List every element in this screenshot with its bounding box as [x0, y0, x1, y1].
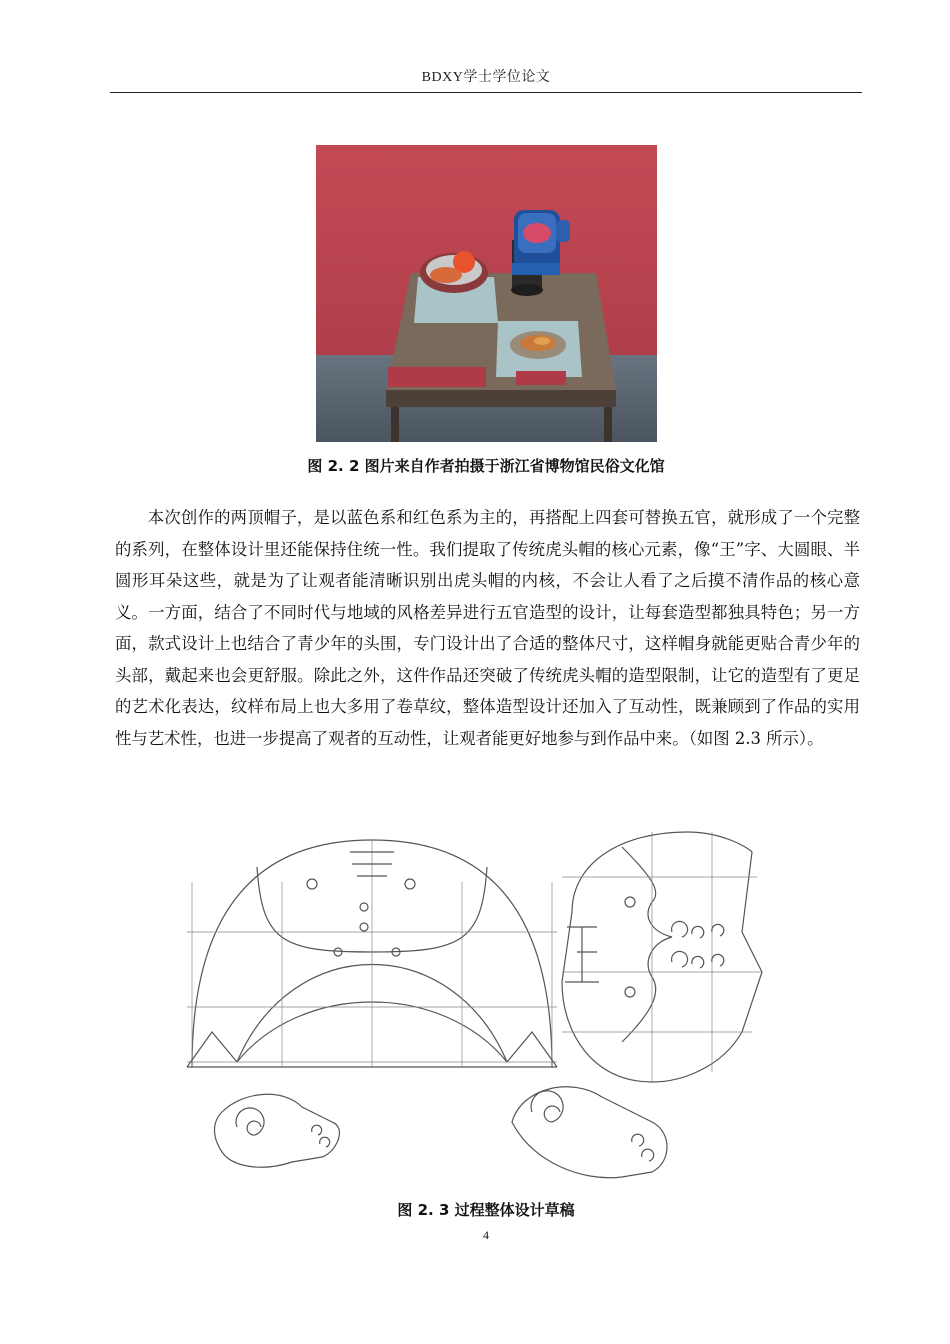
- page-header: BDXY学士学位论文: [421, 70, 551, 85]
- body-paragraph: 本次创作的两顶帽子，是以蓝色系和红色系为主的，再搭配上四套可替换五官，就形成了一个完整的系列，在整体设计里还能保持住统一性。我们提取了传统虎头帽的核心元素，像“王”字、大圆眼、半圆形耳朵这些，就是为了让观者能清晰识别出虎头帽的内核，不会让人看了之后摸不清作品的核心意义。一方面，结合了不同时代与地域的风格差异进行五官造型的设计，让每套造型都独具特色；另一方面，款式设计上也结合了青少年的头围，专门设计出了合适的整体尺寸，这样帽身就能更贴合青少年的头部，戴起来也会更舒服。除此之外，这件作品还突破了传统虎头帽的造型限制，让它的造型有了更足的艺术化表达，纹样布局上也大多用了卷草纹，整体造型设计还加入了互动性，既兼顾到了作品的实用性与艺术性，也进一步提高了观者的互动性，让观者能更好地参与到作品中来。（如图 2.3 所示）。: [115, 508, 860, 748]
- header-rule: [110, 92, 862, 93]
- museum-photo: [316, 145, 657, 442]
- design-sketch: [182, 822, 764, 1192]
- figure-caption-2-3: 图 2. 3 过程整体设计草稿: [397, 1201, 575, 1219]
- figure-caption-2-2: 图 2. 2 图片来自作者拍摄于浙江省博物馆民俗文化馆: [307, 457, 665, 475]
- page-number: 4: [483, 1228, 489, 1242]
